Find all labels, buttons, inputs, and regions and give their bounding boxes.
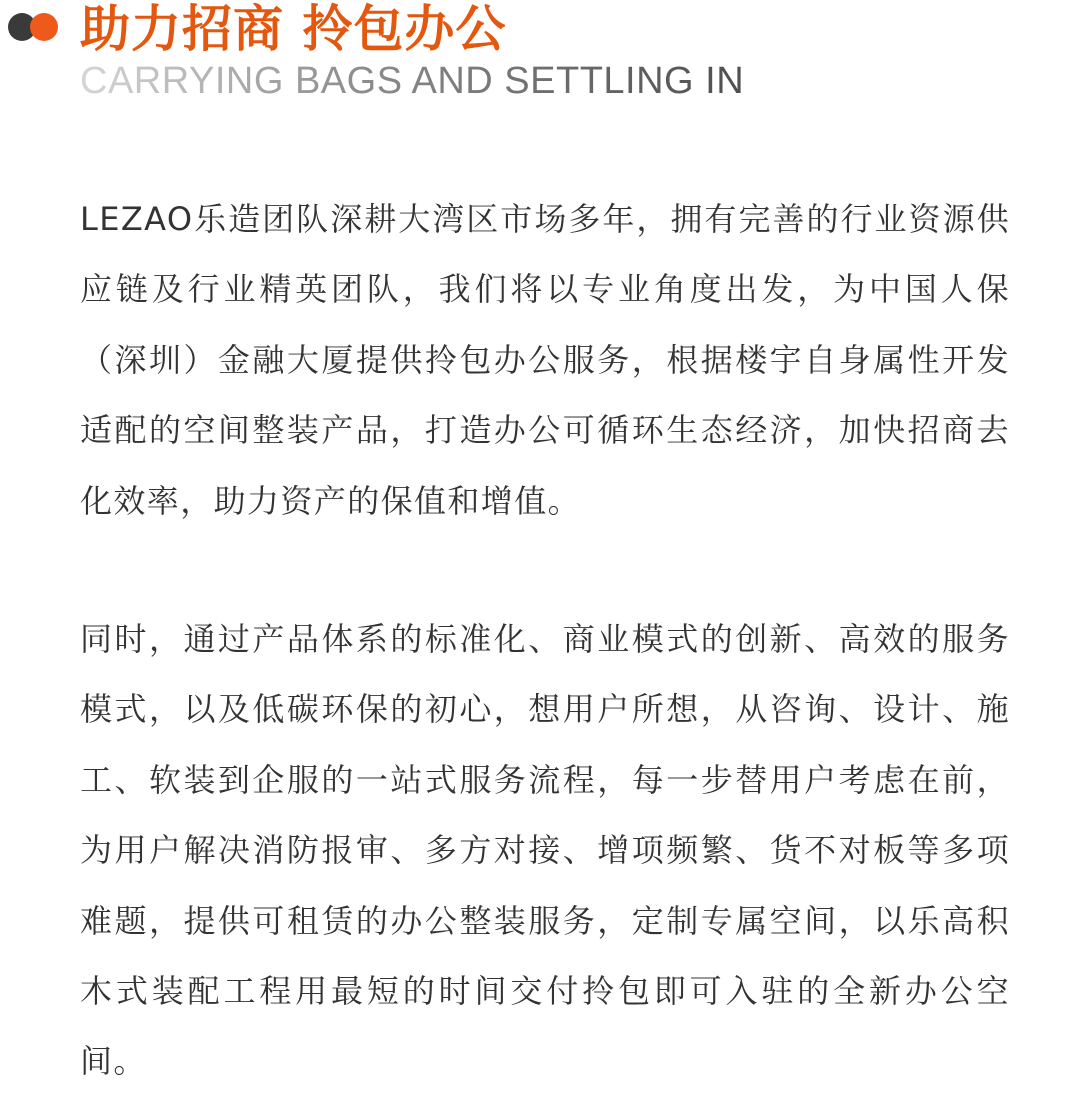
orange-dot-icon	[30, 13, 58, 41]
intro-paragraph: LEZAO乐造团队深耕大湾区市场多年，拥有完善的行业资源供应链及行业精英团队，我们将以专业角度出发，为中国人保（深圳）金融大厦提供拎包办公服务，根据楼宇自身属性开发适配的空间整装产品，打造办公可循环生态经济，加快招商去化效率，助力资产的保值和增值。	[80, 200, 1010, 520]
section-title: 助力招商 拎包办公	[80, 0, 507, 58]
service-paragraph: 同时，通过产品体系的标准化、商业模式的创新、高效的服务模式，以及低碳环保的初心，想用户所想，从咨询、设计、施工、软装到企服的一站式服务流程，每一步替用户考虑在前，为用户解决消防报审、多方对接、增项频繁、货不对板等多项难题，提供可租赁的办公整装服务，定制专属空间，以乐高积木式装配工程用最短的时间交付拎包即可入驻的全新办公空间。	[80, 620, 1010, 1081]
title-bullet-icon	[8, 12, 58, 42]
section-header	[0, 0, 1080, 110]
section-subtitle: CARRYING BAGS AND SETTLING IN	[80, 60, 745, 102]
